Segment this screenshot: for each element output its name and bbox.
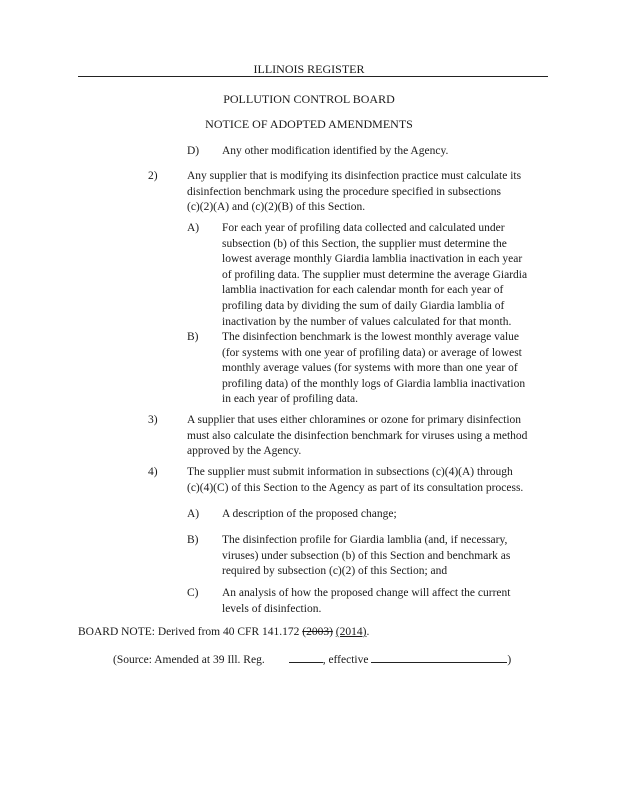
text-line: Any supplier that is modifying its disinfection practice must calculate its <box>187 170 522 182</box>
text-line: The supplier must submit information in subsections (c)(4)(A) through <box>187 466 513 478</box>
board-note-suffix: . <box>366 626 370 638</box>
item-2a-label: A) <box>187 222 200 234</box>
item-2-label: 2) <box>148 170 158 182</box>
text-line: For each year of profiling data collected and calculated under <box>222 222 505 234</box>
notice-title: NOTICE OF ADOPTED AMENDMENTS <box>205 117 413 131</box>
item-d-label: D) <box>187 145 200 157</box>
board-note-new-date: (2014) <box>335 626 367 638</box>
text-line: profiling data by dividing the sum of daily Giardia lamblia of <box>222 299 505 312</box>
text-line: lowest average monthly Giardia lamblia inactivation in each year <box>222 253 523 266</box>
source-line <box>113 651 511 666</box>
text-line: levels of disinfection. <box>222 602 322 615</box>
item-2b-label: B) <box>187 331 199 343</box>
item-4a-label: A) <box>187 508 200 520</box>
text-line: required by subsection (c)(2) of this Section; and <box>222 565 448 578</box>
effective-date-blank <box>371 651 507 663</box>
item-4-label: 4) <box>148 466 158 478</box>
item-4c-label: C) <box>187 587 199 599</box>
board-note <box>78 626 369 638</box>
item-4b-label: B) <box>187 534 199 546</box>
text-line: The disinfection profile for Giardia lamblia (and, if necessary, <box>222 534 508 546</box>
board-title: POLLUTION CONTROL BOARD <box>223 92 395 106</box>
text-line: monthly average values (for systems with more than one year of <box>222 362 518 375</box>
text-line: inactivation by the number of values calculated for that month. <box>222 315 512 328</box>
item-2b-text <box>222 330 525 408</box>
text-line: in each year of profiling data. <box>222 393 359 406</box>
source-prefix: (Source: Amended at 39 Ill. Reg. <box>113 654 265 666</box>
item-2-text <box>187 169 521 216</box>
item-4c-text <box>222 586 510 617</box>
item-4b-text <box>222 533 510 580</box>
text-line: (c)(4)(C) of this Section to the Agency as part of its consultation process. <box>187 481 524 494</box>
text-line: of profiling data. The supplier must determine the average Giardia <box>222 268 528 281</box>
text-line: must also calculate the disinfection benchmark for viruses using a method <box>187 429 528 442</box>
item-3-label: 3) <box>148 414 158 426</box>
register-title: ILLINOIS REGISTER <box>253 62 365 76</box>
text-line: The disinfection benchmark is the lowest monthly average value <box>222 331 519 343</box>
text-line: An analysis of how the proposed change will affect the current <box>222 587 511 599</box>
item-2a-text <box>222 221 527 330</box>
text-line: A supplier that uses either chloramines or ozone for primary disinfection <box>187 414 522 426</box>
text-line: approved by the Agency. <box>187 445 302 458</box>
text-line: disinfection benchmark using the procedure specified in subsections <box>187 185 501 198</box>
text-line: subsection (b) of this Section, the supplier must determine the <box>222 237 507 250</box>
text-line: profiling data) of the monthly logs of Giardia lamblia inactivation <box>222 377 526 390</box>
text-line: A description of the proposed change; <box>222 508 397 520</box>
board-note-old-date: (2003) <box>302 626 333 638</box>
text-line: (for systems with one year of profiling data) or average of lowest <box>222 346 522 359</box>
text-line: lamblia inactivation for each calendar month for each year of <box>222 284 504 297</box>
text-line: viruses) under subsection (b) of this Section and benchmark as <box>222 549 511 562</box>
source-mid: , effective <box>322 654 369 666</box>
source-suffix: ) <box>507 654 512 666</box>
page-blank <box>289 651 323 663</box>
item-4-text <box>187 465 523 496</box>
item-d-text: Any other modification identified by the Agency. <box>222 145 449 157</box>
text-line: (c)(2)(A) and (c)(2)(B) of this Section. <box>187 201 366 214</box>
item-3-text <box>187 413 527 460</box>
board-note-prefix: BOARD NOTE: Derived from 40 CFR 141.172 <box>78 626 303 638</box>
item-4a-text <box>222 507 397 523</box>
